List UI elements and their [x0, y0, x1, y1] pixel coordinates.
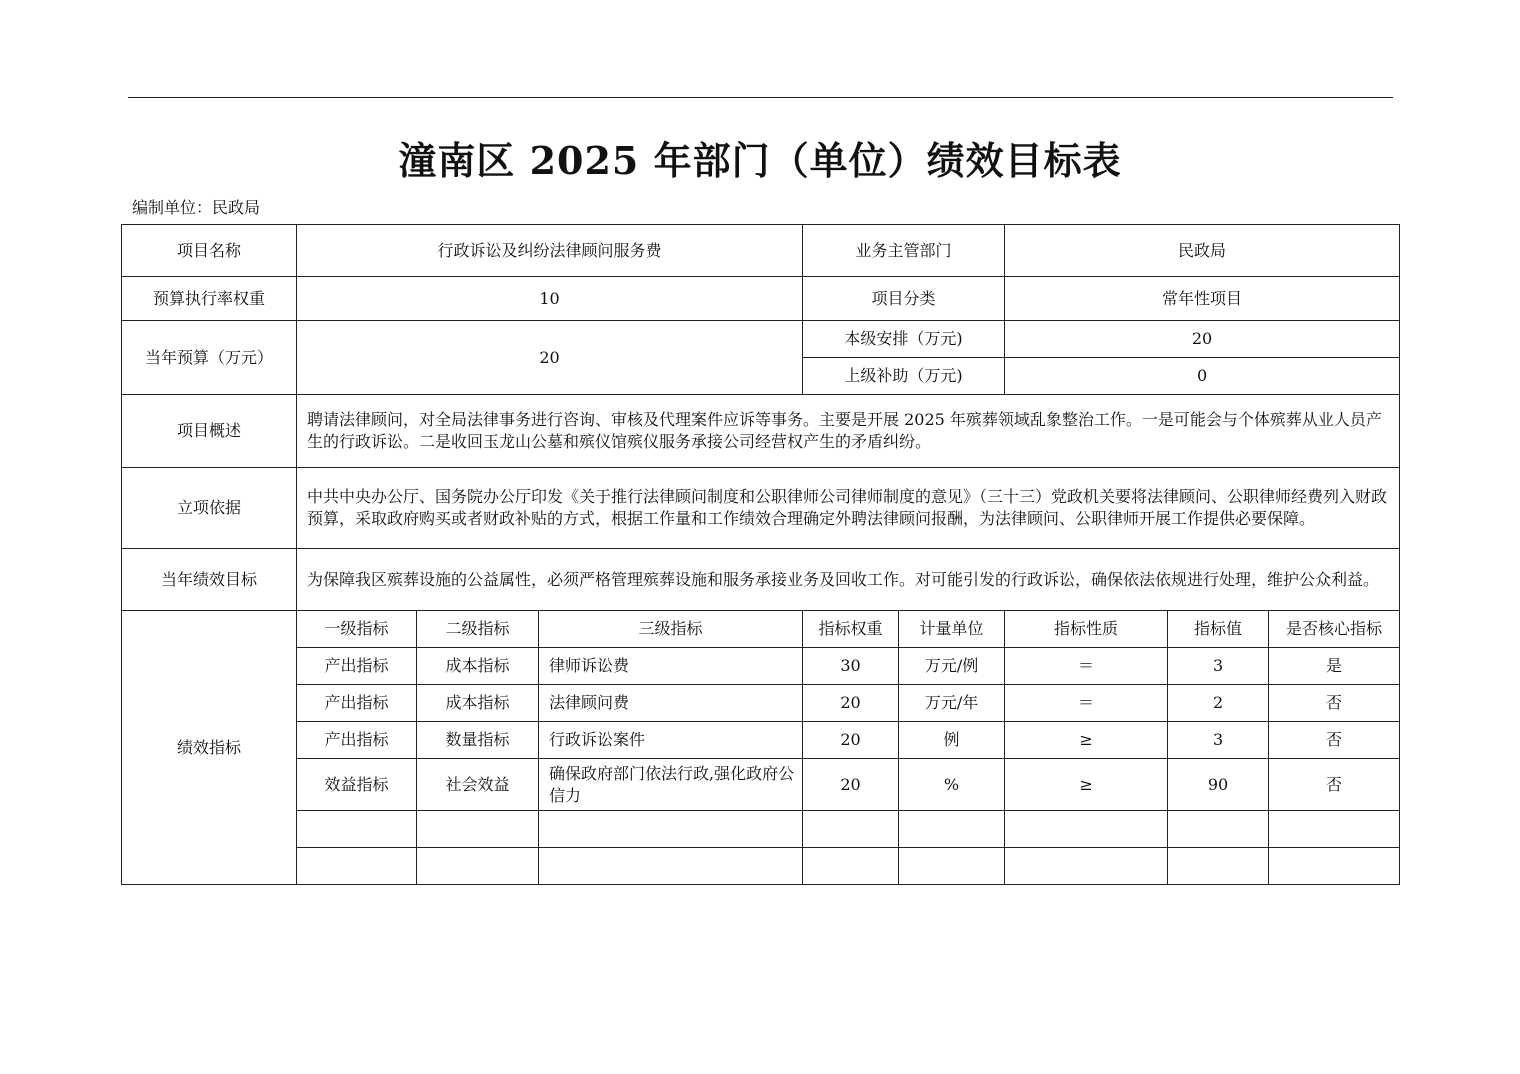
core-cell: 否 [1269, 685, 1400, 722]
project-name-label: 项目名称 [122, 225, 297, 277]
level2-cell: 成本指标 [417, 685, 539, 722]
header-weight: 指标权重 [803, 611, 899, 648]
table-row [122, 685, 1400, 722]
core-cell: 是 [1269, 648, 1400, 685]
empty-cell [1168, 848, 1269, 885]
empty-row [122, 811, 1400, 848]
project-name-value: 行政诉讼及纠纷法律顾问服务费 [297, 225, 803, 277]
empty-cell [297, 848, 417, 885]
header-core: 是否核心指标 [1269, 611, 1400, 648]
goal-label: 当年绩效目标 [122, 549, 297, 611]
empty-cell [539, 811, 803, 848]
header-nature: 指标性质 [1005, 611, 1168, 648]
weight-value: 10 [297, 277, 803, 321]
value-cell: 90 [1168, 759, 1269, 811]
empty-row [122, 848, 1400, 885]
goal-text: 为保障我区殡葬设施的公益属性，必须严格管理殡葬设施和服务承接业务及回收工作。对可能引发的行政诉讼，确保依法依规进行处理，维护公众利益。 [297, 549, 1400, 611]
value-cell: 2 [1168, 685, 1269, 722]
overview-text: 聘请法律顾问，对全局法律事务进行咨询、审核及代理案件应诉等事务。主要是开展 2025 年殡葬领域乱象整治工作。一是可能会与个体殡葬从业人员产生的行政诉讼。二是收回玉龙山公墓和殡仪馆殡仪服务承接公司经营权产生的矛盾纠纷。 [297, 395, 1400, 468]
nature-cell: ≥ [1005, 759, 1168, 811]
table-row [122, 759, 1400, 811]
level2-cell: 成本指标 [417, 648, 539, 685]
compiling-unit: 编制单位：民政局 [132, 198, 261, 217]
top-rule [128, 97, 1393, 98]
budget-value: 20 [297, 321, 803, 395]
weight-cell: 30 [803, 648, 899, 685]
dept-label: 业务主管部门 [803, 225, 1005, 277]
level3-cell: 法律顾问费 [539, 685, 803, 722]
weight-label: 预算执行率权重 [122, 277, 297, 321]
nature-cell: ＝ [1005, 648, 1168, 685]
empty-cell [1269, 811, 1400, 848]
indicators-label: 绩效指标 [122, 611, 297, 885]
unit-cell: 万元/年 [899, 685, 1005, 722]
overview-label: 项目概述 [122, 395, 297, 468]
core-cell: 否 [1269, 759, 1400, 811]
empty-cell [899, 811, 1005, 848]
empty-cell [417, 848, 539, 885]
level1-cell: 产出指标 [297, 685, 417, 722]
header-level2: 二级指标 [417, 611, 539, 648]
empty-cell [1168, 811, 1269, 848]
local-budget-label: 本级安排（万元) [803, 321, 1005, 358]
level3-cell: 确保政府部门依法行政,强化政府公信力 [539, 759, 803, 811]
unit-cell: 万元/例 [899, 648, 1005, 685]
value-cell: 3 [1168, 722, 1269, 759]
weight-cell: 20 [803, 759, 899, 811]
category-label: 项目分类 [803, 277, 1005, 321]
upper-subsidy-value: 0 [1005, 358, 1400, 395]
unit-cell: 例 [899, 722, 1005, 759]
level2-cell: 社会效益 [417, 759, 539, 811]
level2-cell: 数量指标 [417, 722, 539, 759]
category-value: 常年性项目 [1005, 277, 1400, 321]
header-value: 指标值 [1168, 611, 1269, 648]
empty-cell [1005, 848, 1168, 885]
empty-cell [803, 848, 899, 885]
weight-cell: 20 [803, 722, 899, 759]
level3-cell: 律师诉讼费 [539, 648, 803, 685]
empty-cell [1005, 811, 1168, 848]
empty-cell [417, 811, 539, 848]
empty-cell [1269, 848, 1400, 885]
level3-cell: 行政诉讼案件 [539, 722, 803, 759]
local-budget-value: 20 [1005, 321, 1400, 358]
empty-cell [803, 811, 899, 848]
budget-label: 当年预算（万元） [122, 321, 297, 395]
header-level3: 三级指标 [539, 611, 803, 648]
weight-cell: 20 [803, 685, 899, 722]
nature-cell: ＝ [1005, 685, 1168, 722]
empty-cell [899, 848, 1005, 885]
basis-label: 立项依据 [122, 468, 297, 549]
upper-subsidy-label: 上级补助（万元) [803, 358, 1005, 395]
performance-table [121, 224, 1400, 885]
level1-cell: 产出指标 [297, 722, 417, 759]
dept-value: 民政局 [1005, 225, 1400, 277]
core-cell: 否 [1269, 722, 1400, 759]
page-title: 潼南区 2025 年部门（单位）绩效目标表 [398, 138, 1122, 183]
level1-cell: 产出指标 [297, 648, 417, 685]
unit-cell: % [899, 759, 1005, 811]
nature-cell: ≥ [1005, 722, 1168, 759]
table-row [122, 722, 1400, 759]
value-cell: 3 [1168, 648, 1269, 685]
empty-cell [539, 848, 803, 885]
table-row [122, 648, 1400, 685]
level1-cell: 效益指标 [297, 759, 417, 811]
basis-text: 中共中央办公厅、国务院办公厅印发《关于推行法律顾问制度和公职律师公司律师制度的意见》（三十三）党政机关要将法律顾问、公职律师经费列入财政预算，采取政府购买或者财政补贴的方式，根据工作量和工作绩效合理确定外聘法律顾问报酬，为法律顾问、公职律师开展工作提供必要保障。 [297, 468, 1400, 549]
header-unit: 计量单位 [899, 611, 1005, 648]
empty-cell [297, 811, 417, 848]
header-level1: 一级指标 [297, 611, 417, 648]
